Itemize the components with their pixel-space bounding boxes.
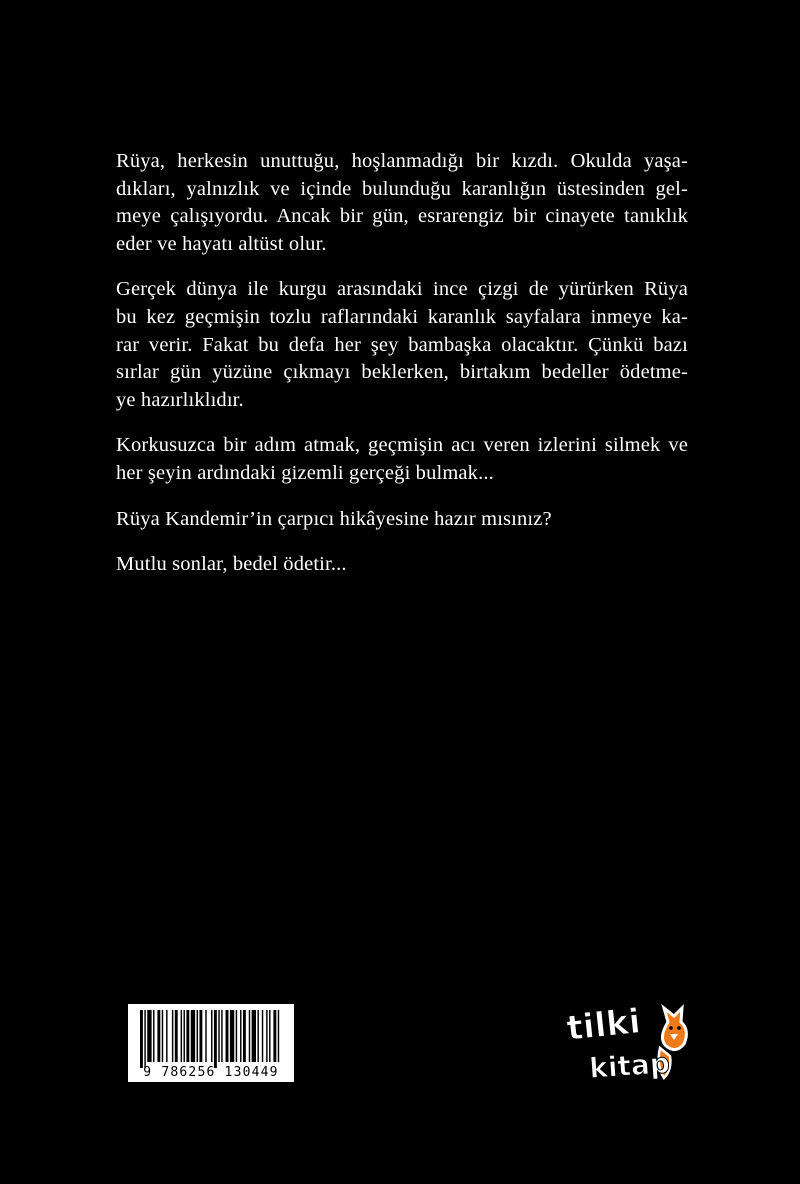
- barcode-bar: [243, 1010, 246, 1062]
- barcode-bar: [269, 1010, 270, 1062]
- barcode-bar: [175, 1010, 178, 1062]
- logo-word-tilki: tilki: [564, 1001, 643, 1049]
- barcode-bar: [252, 1010, 256, 1062]
- barcode-bar: [172, 1010, 173, 1062]
- barcode-bar: [147, 1010, 151, 1062]
- barcode-bar: [211, 1010, 212, 1062]
- blurb-paragraph-5: [116, 551, 688, 579]
- barcode-bar: [218, 1010, 219, 1062]
- barcode-bar: [226, 1010, 229, 1062]
- barcode-bar: [230, 1010, 234, 1062]
- barcode-bar: [262, 1010, 263, 1062]
- barcode-bar: [157, 1010, 160, 1062]
- text-line: Gerçek dünya ile kurgu arasındaki ince çizgi de yürürken Rüya: [116, 278, 688, 301]
- barcode-bar: [240, 1010, 241, 1062]
- barcode-bar: [166, 1010, 167, 1062]
- barcode-bar: [205, 1010, 206, 1062]
- barcode-bar: [162, 1010, 163, 1062]
- blurb-text: [116, 148, 688, 597]
- text-line: Korkusuzca bir adım atmak, geçmişin acı veren izlerini silmek ve: [116, 434, 688, 457]
- barcode-bar: [181, 1010, 182, 1062]
- barcode-bar: [266, 1010, 267, 1062]
- blurb-paragraph-4: [116, 506, 688, 534]
- logo-word-kitap: kitap: [588, 1046, 671, 1085]
- barcode-bar: [249, 1010, 250, 1062]
- text-line: Rüya Kandemir’in çarpıcı hikâyesine hazır mısınız?: [116, 507, 552, 530]
- barcode-bar: [144, 1010, 145, 1068]
- text-line: eder ve hayatı altüst olur.: [116, 232, 327, 255]
- barcode-bar: [184, 1010, 185, 1062]
- barcode-bar: [140, 1010, 143, 1068]
- text-line: sırlar gün yüzüne çıkmayı beklerken, birtakım bedeller ödetme-: [116, 361, 688, 384]
- blurb-paragraph-2: [116, 276, 688, 414]
- text-line: meye çalışıyordu. Ancak bir gün, esrarengiz bir cinayete tanıklık: [116, 205, 688, 228]
- barcode-bar: [257, 1010, 258, 1062]
- barcode-bar: [236, 1010, 237, 1062]
- tilki-kitap-logo-graphic: [560, 1000, 700, 1092]
- barcode-bar: [221, 1010, 222, 1062]
- text-line: Rüya, herkesin unuttuğu, hoşlanmadığı bir kızdı. Okulda yaşa-: [116, 150, 688, 172]
- barcode-bar: [273, 1010, 276, 1062]
- barcode-bar: [199, 1010, 202, 1062]
- blurb-paragraph-3: [116, 432, 688, 487]
- text-line: Mutlu sonlar, bedel ödetir...: [116, 553, 347, 576]
- blurb-paragraph-1: [116, 148, 688, 258]
- barcode-bar: [197, 1010, 198, 1062]
- barcode-bar: [186, 1010, 189, 1062]
- isbn-barcode: [128, 1004, 294, 1082]
- barcode-bar: [278, 1010, 279, 1062]
- barcode-bar: [153, 1010, 154, 1062]
- barcode-bar: [191, 1010, 195, 1062]
- text-line: her şeyin ardındaki gizemli gerçeği bulmak...: [116, 461, 494, 484]
- isbn-digits: 9 786256 130449: [143, 1065, 279, 1080]
- publisher-logo: [560, 1000, 700, 1092]
- text-line: ye hazırlıklıdır.: [116, 388, 244, 411]
- barcode-bar: [214, 1010, 217, 1068]
- text-line: rar verir. Fakat bu defa her şey bambaşka olacaktır. Çünkü bazı: [116, 333, 688, 356]
- text-line: dıkları, yalnızlık ve içinde bulunduğu karanlığın üstesinden gel-: [116, 177, 688, 200]
- text-line: bu kez geçmişin tozlu raflarındaki karanlık sayfalara inmeye ka-: [116, 305, 688, 328]
